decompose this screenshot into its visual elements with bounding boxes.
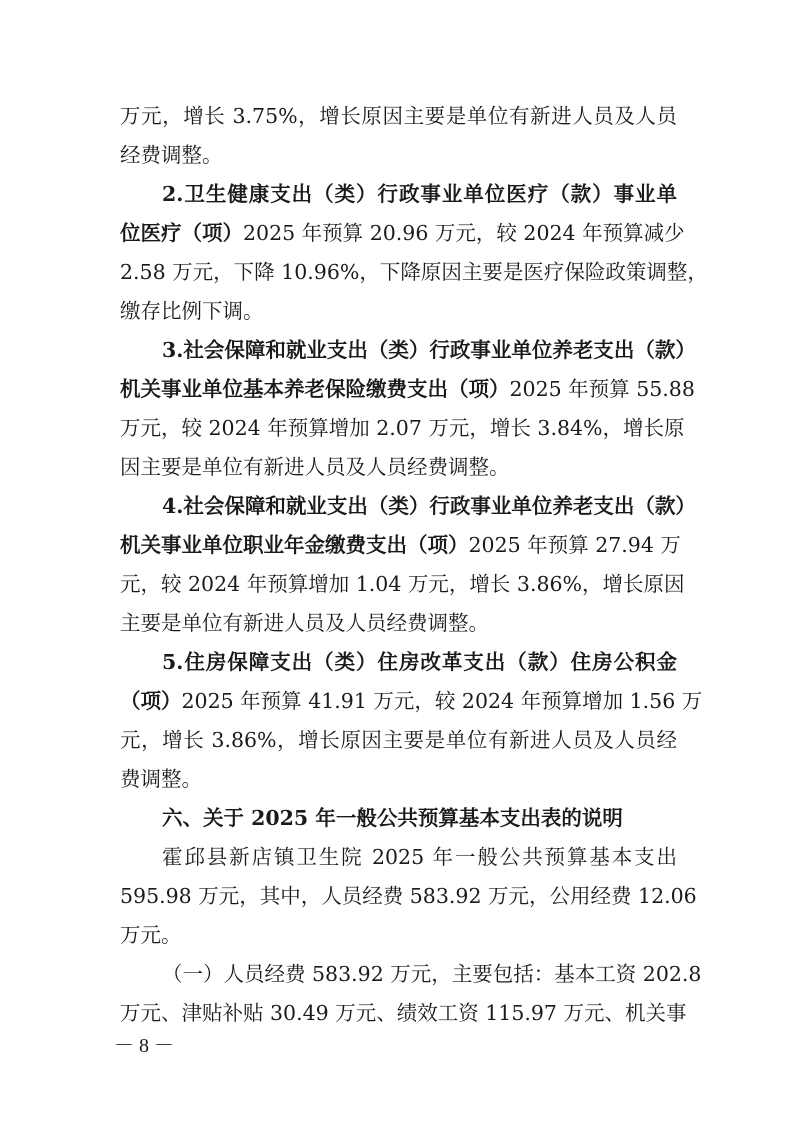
text-line: 霍邱县新店镇卫生院 2025 年一般公共预算基本支出 bbox=[162, 845, 677, 869]
text-span: 2025 年预算 55.88 bbox=[509, 377, 695, 401]
text-line: 万元，增长 3.75%，增长原因主要是单位有新进人员及人员 bbox=[120, 104, 677, 128]
text-line: 费调整。 bbox=[120, 767, 202, 791]
text-span: 2025 年预算 27.94 万 bbox=[468, 533, 681, 557]
section-heading: 六、关于 2025 年一般公共预算基本支出表的说明 bbox=[162, 806, 623, 830]
text-span: 2025 年预算 20.96 万元，较 2024 年预算减少 bbox=[243, 221, 685, 245]
text-line bbox=[120, 375, 695, 403]
item-heading-cont: 机关事业单位职业年金缴费支出（项） bbox=[120, 533, 469, 557]
text-span: 2025 年预算 41.91 万元，较 2024 年预算增加 1.56 万 bbox=[181, 689, 703, 713]
text-line bbox=[120, 531, 681, 559]
text-line: 经费调整。 bbox=[120, 143, 223, 167]
item-heading-cont: 位医疗（项） bbox=[120, 221, 243, 245]
text-line: 因主要是单位有新进人员及人员经费调整。 bbox=[120, 455, 510, 479]
item-heading: 2.卫生健康支出（类）行政事业单位医疗（款）事业单 bbox=[162, 182, 677, 206]
text-line: 万元。 bbox=[120, 923, 182, 947]
text-line: 缴存比例下调。 bbox=[120, 299, 264, 323]
text-line bbox=[120, 687, 703, 715]
text-line: 主要是单位有新进人员及人员经费调整。 bbox=[120, 611, 489, 635]
text-line bbox=[120, 219, 685, 247]
text-line: 2.58 万元，下降 10.96%，下降原因主要是医疗保险政策调整， bbox=[120, 260, 708, 284]
text-line: 万元、津贴补贴 30.49 万元、绩效工资 115.97 万元、机关事 bbox=[120, 1001, 687, 1025]
text-line: 元，增长 3.86%，增长原因主要是单位有新进人员及人员经 bbox=[120, 728, 677, 752]
page-number: － 8 － bbox=[114, 1035, 174, 1057]
text-line: 595.98 万元，其中，人员经费 583.92 万元，公用经费 12.06 bbox=[120, 884, 697, 908]
item-heading-cont: 机关事业单位基本养老保险缴费支出（项） bbox=[120, 377, 510, 401]
text-line: 元，较 2024 年预算增加 1.04 万元，增长 3.86%，增长原因 bbox=[120, 572, 685, 596]
text-line: （一）人员经费 583.92 万元，主要包括：基本工资 202.8 bbox=[162, 962, 702, 986]
text-line: 万元，较 2024 年预算增加 2.07 万元，增长 3.84%，增长原 bbox=[120, 416, 685, 440]
item-heading: 4.社会保障和就业支出（类）行政事业单位养老支出（款） bbox=[162, 494, 696, 518]
item-heading-cont: （项） bbox=[120, 689, 182, 713]
item-heading: 3.社会保障和就业支出（类）行政事业单位养老支出（款） bbox=[162, 338, 696, 362]
item-heading: 5.住房保障支出（类）住房改革支出（款）住房公积金 bbox=[162, 650, 677, 674]
